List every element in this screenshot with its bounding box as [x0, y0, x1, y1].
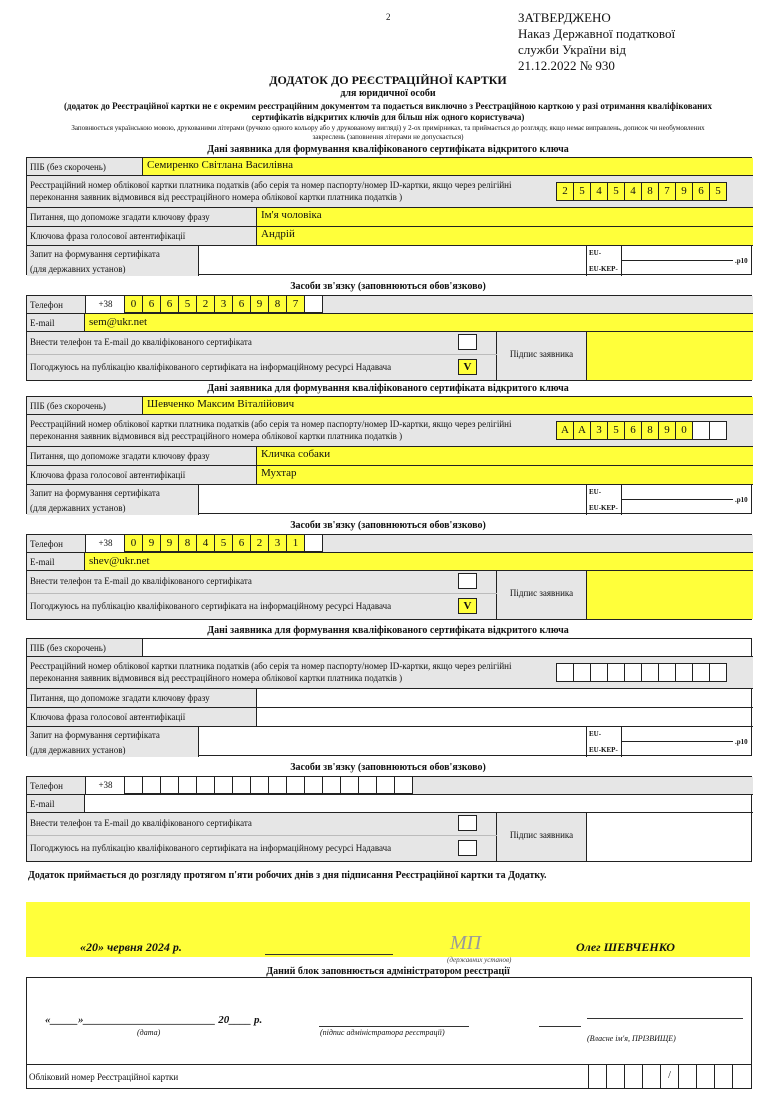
contacts-table	[26, 295, 752, 381]
tax-number-cells[interactable]	[557, 663, 727, 682]
cert-request-line-2: (для державних установ)	[30, 745, 126, 755]
phone-extra-cell[interactable]	[304, 534, 323, 552]
phone-digit-cell[interactable]: 2	[250, 534, 269, 552]
phrase-row	[27, 227, 753, 246]
tax-number-cell[interactable]: 9	[658, 421, 676, 440]
pib-label: ПІБ (без скорочень)	[30, 401, 106, 411]
cert-request-field[interactable]	[199, 727, 587, 757]
tax-number-cell[interactable]	[692, 663, 710, 682]
admin-date-label: (дата)	[137, 1028, 161, 1037]
cert-request-field[interactable]	[199, 485, 587, 515]
include-contacts-label: Внести телефон та E-mail до кваліфікованого сертифіката	[30, 818, 252, 828]
phone-digit-cell[interactable]: 0	[124, 295, 143, 313]
phone-prefix: +38	[85, 777, 125, 794]
admin-name-label: (Власне ім'я, ПРІЗВИЩЕ)	[587, 1034, 676, 1043]
phone-row	[27, 777, 753, 795]
question-value: Кличка собаки	[261, 448, 331, 460]
contacts-section-title: Засоби зв'язку (заповнюються обов'язково)	[290, 281, 486, 292]
phone-digit-cell[interactable]: 3	[268, 534, 287, 552]
cert-request-line-1: Запит на формування сертифіката	[30, 488, 160, 498]
tax-number-cell[interactable]: 4	[590, 182, 608, 201]
phone-digit-cell[interactable]: 5	[178, 295, 197, 313]
sign-date: «20» червня 2024 р.	[80, 940, 182, 954]
phone-extra-cell[interactable]	[304, 776, 323, 794]
tax-label: Реєстраційний номер облікової картки платника податків (або серія та номер паспорту/номер ID-картки, якщо через релігійні переконання заявник відмовився від реєстраційного номера облікової картки платника податків )	[30, 661, 512, 683]
signer-name: Олег ШЕВЧЕНКО	[576, 940, 675, 954]
phone-extra-cell[interactable]	[358, 776, 377, 794]
tax-number-cell[interactable]: 8	[641, 182, 659, 201]
phone-digit-cell[interactable]: 7	[286, 295, 305, 313]
tax-number-cell[interactable]	[658, 663, 676, 682]
signature-label: Підпис заявника	[497, 813, 587, 861]
phone-digit-cell[interactable]	[286, 776, 305, 794]
applicant-data-table	[26, 638, 752, 756]
eu-block	[587, 727, 753, 757]
cert-request-field[interactable]	[199, 246, 587, 276]
pib-label: ПІБ (без скорочень)	[30, 643, 106, 653]
phone-digit-cell[interactable]: 2	[196, 295, 215, 313]
phone-digit-cell[interactable]: 3	[214, 295, 233, 313]
admin-name-line	[587, 1018, 743, 1019]
consideration-note: Додаток приймається до розгляду протягом п'яти робочих днів з дня підписання Реєстраційної картки та Додатку.	[28, 870, 547, 881]
phone-digit-cell[interactable]	[232, 776, 251, 794]
tax-number-cell[interactable]: 5	[607, 182, 625, 201]
tax-number-cell[interactable]: 2	[556, 182, 574, 201]
publish-consent-checkbox[interactable]: V	[458, 359, 477, 375]
phone-row	[27, 535, 753, 553]
phone-digit-cell[interactable]	[196, 776, 215, 794]
question-label: Питання, що допоможе згадати ключову фразу	[27, 689, 257, 707]
eu-kep-label: EU-KEP-	[589, 504, 618, 512]
cert-request-line-2: (для державних установ)	[30, 264, 126, 274]
phone-digit-cell[interactable]: 5	[214, 534, 233, 552]
pib-field[interactable]	[143, 158, 753, 176]
email-row	[27, 795, 753, 813]
signature-field[interactable]	[587, 332, 753, 380]
applicant-data-table	[26, 396, 752, 514]
eu-field[interactable]	[621, 246, 733, 261]
eu-kep-field[interactable]	[621, 261, 733, 276]
pib-value: Шевченко Максим Віталійович	[147, 398, 295, 410]
page-number: 2	[386, 12, 391, 22]
tax-number-cell[interactable]	[624, 663, 642, 682]
question-field[interactable]	[257, 208, 753, 226]
phone-label: Телефон	[30, 300, 63, 310]
phone-digit-cell[interactable]	[160, 776, 179, 794]
phone-digit-cell[interactable]: 9	[142, 534, 161, 552]
consent-area	[27, 813, 497, 861]
approval-stamp	[518, 10, 675, 74]
include-contacts-checkbox[interactable]	[458, 815, 477, 831]
include-contacts-label: Внести телефон та E-mail до кваліфікованого сертифіката	[30, 337, 252, 347]
email-field[interactable]	[85, 553, 753, 570]
publish-consent-checkbox[interactable]: V	[458, 598, 477, 614]
tax-number-cell[interactable]	[590, 663, 608, 682]
question-row	[27, 689, 753, 708]
applicant-section-title: Дані заявника для формування кваліфікованого сертифіката відкритого ключа	[207, 144, 569, 155]
phone-extra-cell[interactable]	[340, 776, 359, 794]
tax-number-cell[interactable]: 4	[624, 182, 642, 201]
eu-field[interactable]	[621, 727, 733, 742]
pib-label: ПІБ (без скорочень)	[30, 162, 106, 172]
phone-label: Телефон	[30, 539, 63, 549]
contacts-table	[26, 534, 752, 620]
eu-block	[587, 485, 753, 515]
phone-extra-cell[interactable]	[322, 776, 341, 794]
eu-kep-label: EU-KEP-	[589, 265, 618, 273]
tax-number-cell[interactable]	[607, 663, 625, 682]
phrase-field[interactable]	[257, 466, 753, 484]
tax-number-cell[interactable]: 7	[658, 182, 676, 201]
phrase-field[interactable]	[257, 708, 753, 726]
cert-request-label	[27, 727, 199, 757]
include-contacts-checkbox[interactable]	[458, 573, 477, 589]
approval-line-1: ЗАТВЕРДЖЕНО	[518, 10, 611, 25]
admin-sign-line	[319, 1026, 469, 1027]
phone-digit-cell[interactable]: 6	[142, 295, 161, 313]
document-title: ДОДАТОК ДО РЕЄСТРАЦІЙНОЇ КАРТКИ	[269, 73, 507, 87]
pib-label-cell	[27, 397, 143, 415]
email-field[interactable]	[85, 795, 753, 812]
tax-number-cell[interactable]: 9	[675, 182, 693, 201]
signature-label: Підпис заявника	[497, 571, 587, 619]
contacts-table	[26, 776, 752, 862]
question-value: Ім'я чоловіка	[261, 209, 322, 221]
card-number-row	[26, 1064, 752, 1089]
phone-extra-cell[interactable]	[376, 776, 395, 794]
admin-block	[26, 977, 752, 1089]
phone-digit-cell[interactable]	[250, 776, 269, 794]
pib-field[interactable]	[143, 639, 753, 657]
tax-label: Реєстраційний номер облікової картки платника податків (або серія та номер паспорту/номер ID-картки, якщо через релігійні переконання заявник відмовився від реєстраційного номера облікової картки платника податків )	[30, 419, 512, 441]
tax-row	[27, 415, 753, 447]
phone-digit-cell[interactable]: 4	[196, 534, 215, 552]
include-contacts-label: Внести телефон та E-mail до кваліфікованого сертифіката	[30, 576, 252, 586]
admin-heading: Даний блок заповнюється адміністратором реєстрації	[266, 966, 510, 977]
phone-digit-cell[interactable]: 8	[178, 534, 197, 552]
phone-prefix: +38	[85, 535, 125, 552]
phone-digit-cell[interactable]: 9	[250, 295, 269, 313]
tax-number-cell[interactable]	[573, 663, 591, 682]
question-field[interactable]	[257, 689, 753, 707]
consent-area	[27, 571, 497, 619]
eu-label: EU-	[589, 249, 602, 257]
tax-number-cell[interactable]	[692, 421, 710, 440]
signature-label: Підпис заявника	[497, 332, 587, 380]
mp-stamp: МП	[450, 932, 482, 954]
pib-label-cell	[27, 158, 143, 176]
phone-digit-cell[interactable]	[214, 776, 233, 794]
phone-cells[interactable]	[125, 534, 323, 552]
p10-label: .p10	[735, 257, 748, 265]
email-label: E-mail	[27, 553, 85, 570]
eu-kep-label: EU-KEP-	[589, 746, 618, 754]
tax-label: Реєстраційний номер облікової картки платника податків (або серія та номер паспорту/номер ID-картки, якщо через релігійні переконання заявник відмовився від реєстраційного номера облікової картки платника податків )	[30, 180, 512, 202]
cert-request-label	[27, 485, 199, 515]
card-number-cells[interactable]	[588, 1065, 750, 1089]
question-row	[27, 447, 753, 466]
tax-number-cell[interactable]: 0	[675, 421, 693, 440]
phone-digit-cell[interactable]: 6	[232, 295, 251, 313]
signature-field[interactable]	[587, 571, 753, 619]
phrase-label: Ключова фраза голосової автентифікації	[27, 227, 257, 245]
approval-line-3: служби України від	[518, 42, 627, 57]
tax-number-cell[interactable]: 3	[590, 421, 608, 440]
tax-number-cell[interactable]: А	[573, 421, 591, 440]
tax-number-cells[interactable]	[557, 182, 727, 201]
tax-number-cell[interactable]	[675, 663, 693, 682]
document-note: (додаток до Реєстраційної картки не є окремим реєстраційним документом та подається виключно з Реєстраційною карткою у разі отримання кваліфікованих сертифікатів відкритих ключів для більш ніж одного користувача)	[64, 101, 712, 122]
eu-kep-field[interactable]	[621, 500, 733, 515]
email-row	[27, 553, 753, 571]
eu-block	[587, 246, 753, 276]
admin-sign-label: (підпис адміністратора реєстрації)	[320, 1028, 445, 1037]
sign-line	[265, 954, 393, 955]
tax-number-cell[interactable]: 5	[709, 182, 727, 201]
question-field[interactable]	[257, 447, 753, 465]
email-field[interactable]	[85, 314, 753, 331]
approval-line-4: 21.12.2022 № 930	[518, 58, 615, 73]
question-label: Питання, що допоможе згадати ключову фразу	[27, 208, 257, 226]
phrase-value: Мухтар	[261, 467, 297, 479]
tax-number-cell[interactable]	[641, 663, 659, 682]
pib-field[interactable]	[143, 397, 753, 415]
approval-line-2: Наказ Державної податкової	[518, 26, 676, 41]
pib-value: Семиренко Світлана Василівна	[147, 159, 294, 171]
phone-digit-cell[interactable]	[142, 776, 161, 794]
eu-kep-field[interactable]	[621, 742, 733, 757]
phone-digit-cell[interactable]: 1	[286, 534, 305, 552]
p10-label: .p10	[735, 738, 748, 746]
phone-row	[27, 296, 753, 314]
phone-digit-cell[interactable]	[124, 776, 143, 794]
eu-label: EU-	[589, 730, 602, 738]
publish-consent-label: Погоджуюсь на публікацію кваліфікованого сертифіката на інформаційному ресурсі Надавача	[30, 601, 392, 611]
cert-request-line-1: Запит на формування сертифіката	[30, 730, 160, 740]
phrase-value: Андрій	[261, 228, 295, 240]
phone-digit-cell[interactable]	[178, 776, 197, 794]
publish-consent-checkbox[interactable]	[458, 840, 477, 856]
question-label: Питання, що допоможе згадати ключову фразу	[27, 447, 257, 465]
tax-number-cell[interactable]	[709, 421, 727, 440]
phone-digit-cell[interactable]: 9	[160, 534, 179, 552]
phone-label: Телефон	[30, 781, 63, 791]
include-contacts-checkbox[interactable]	[458, 334, 477, 350]
tax-number-cell[interactable]: 5	[573, 182, 591, 201]
signature-field[interactable]	[587, 813, 753, 861]
email-label: E-mail	[27, 314, 85, 331]
mp-note: (державних установ)	[447, 956, 512, 964]
phone-digit-cell[interactable]: 0	[124, 534, 143, 552]
phrase-label: Ключова фраза голосової автентифікації	[27, 466, 257, 484]
phone-extra-cell[interactable]	[394, 776, 413, 794]
applicant-section-title: Дані заявника для формування кваліфікованого сертифіката відкритого ключа	[207, 383, 569, 394]
pib-label-cell	[27, 639, 143, 657]
phone-digit-cell[interactable]: 6	[160, 295, 179, 313]
phrase-row	[27, 708, 753, 727]
applicant-data-table	[26, 157, 752, 275]
email-label: E-mail	[27, 795, 85, 812]
admin-date-template: «_____»________________________ 20____ р.	[45, 1014, 263, 1026]
consent-divider	[27, 354, 497, 355]
phone-digit-cell[interactable]: 8	[268, 295, 287, 313]
email-value: sem@ukr.net	[89, 316, 148, 328]
card-number-slash: /	[660, 1065, 678, 1089]
email-value: shev@ukr.net	[89, 555, 150, 567]
phrase-label: Ключова фраза голосової автентифікації	[27, 708, 257, 726]
email-row	[27, 314, 753, 332]
publish-consent-label: Погоджуюсь на публікацію кваліфікованого сертифіката на інформаційному ресурсі Надавача	[30, 362, 392, 372]
eu-label: EU-	[589, 488, 602, 496]
phone-prefix: +38	[85, 296, 125, 313]
tax-row	[27, 657, 753, 689]
tax-number-cell[interactable]: 8	[641, 421, 659, 440]
phrase-field[interactable]	[257, 227, 753, 245]
phrase-row	[27, 466, 753, 485]
applicant-section-title: Дані заявника для формування кваліфікованого сертифіката відкритого ключа	[207, 625, 569, 636]
document-subtitle: для юридичної особи	[340, 88, 436, 99]
consent-divider	[27, 835, 497, 836]
cert-request-line-2: (для державних установ)	[30, 503, 126, 513]
phone-cells[interactable]	[125, 295, 323, 313]
fill-instructions: Заповнюється українською мовою, друкованими літерами (ручкою одного кольору або у друкованому вигляді) у 2-ох примірниках, та приймається до розгляду, якщо немає виправлень, дописок чи необумовлених закреслень (заповнення літерами не допускається)	[71, 124, 705, 141]
question-row	[27, 208, 753, 227]
tax-row	[27, 176, 753, 208]
tax-number-cell[interactable]: 6	[692, 182, 710, 201]
tax-number-cell[interactable]: 5	[607, 421, 625, 440]
publish-consent-label: Погоджуюсь на публікацію кваліфікованого сертифіката на інформаційному ресурсі Надавача	[30, 843, 392, 853]
tax-number-cell[interactable]	[709, 663, 727, 682]
phone-cells[interactable]	[125, 776, 413, 794]
cert-request-label	[27, 246, 199, 276]
phone-digit-cell[interactable]	[268, 776, 287, 794]
phone-extra-cell[interactable]	[304, 295, 323, 313]
tax-number-cell[interactable]: 6	[624, 421, 642, 440]
contacts-section-title: Засоби зв'язку (заповнюються обов'язково)	[290, 520, 486, 531]
card-number-label: Обліковий номер Реєстраційної картки	[29, 1072, 179, 1082]
consent-divider	[27, 593, 497, 594]
contacts-section-title: Засоби зв'язку (заповнюються обов'язково)	[290, 762, 486, 773]
eu-field[interactable]	[621, 485, 733, 500]
consent-area	[27, 332, 497, 380]
p10-label: .p10	[735, 496, 748, 504]
cert-request-line-1: Запит на формування сертифіката	[30, 249, 160, 259]
admin-short-line	[539, 1026, 581, 1027]
tax-number-cell[interactable]	[556, 663, 574, 682]
phone-digit-cell[interactable]: 6	[232, 534, 251, 552]
tax-number-cells[interactable]	[557, 421, 727, 440]
tax-number-cell[interactable]: А	[556, 421, 574, 440]
